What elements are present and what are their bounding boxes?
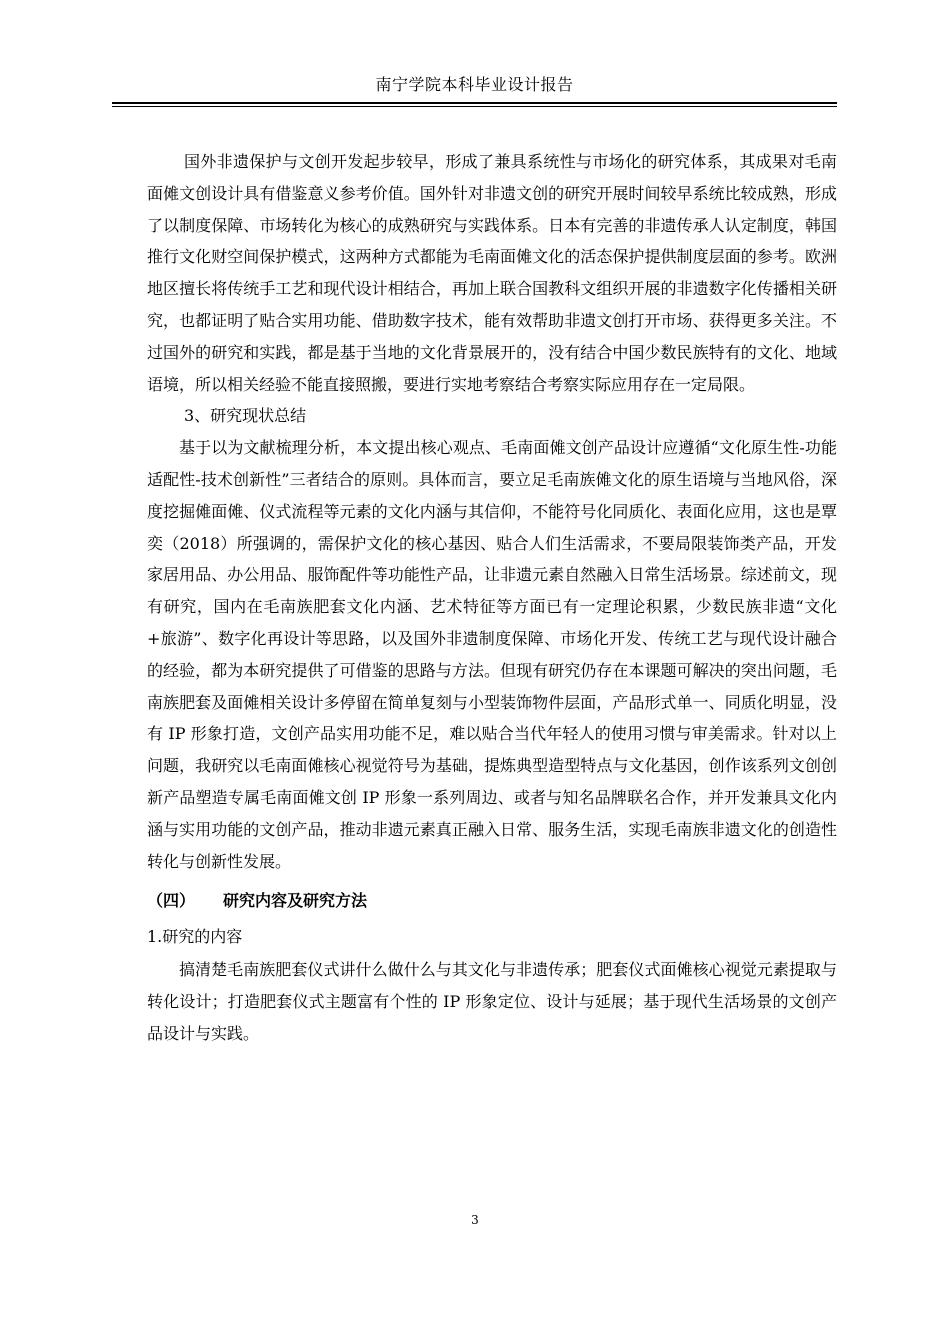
- page-header-title: 南宁学院本科毕业设计报告: [375, 75, 574, 94]
- subheading-research-content: 1.研究的内容: [147, 927, 243, 947]
- page-body: [147, 146, 837, 1050]
- header-rule-thin: [112, 106, 837, 107]
- paragraph-foreign-research: 国外非遗保护与文创开发起步较早，形成了兼具系统性与市场化的研究体系，其成果对毛南面傩文创设计具有借鉴意义参考价值。国外针对非遗文创的研究开展时间较早系统比较成熟，形成了以制度保障、市场转化为核心的成熟研究与实践体系。日本有完善的非遗传承人认定制度，韩国推行文化财空间保护模式，这两种方式都能为毛南面傩文化的活态保护提供制度层面的参考。欧洲地区擅长将传统手工艺和现代设计相结合，再加上联合国教科文组织开展的非遗数字化传播相关研究，也都证明了贴合实用功能、借助数字技术，能有效帮助非遗文创打开市场、获得更多关注。不过国外的研究和实践，都是基于当地的文化背景展开的，没有结合中国少数民族特有的文化、地域语境，所以相关经验不能直接照搬，要进行实地考察结合考察实际应用存在一定局限。: [147, 152, 837, 394]
- section-heading-4: [147, 888, 837, 914]
- header-rule-thick: [112, 102, 837, 104]
- paragraph-research-summary: 基于以为文献梳理分析，本文提出核心观点、毛南面傩文创产品设计应遵循“文化原生性-功能适配性-技术创新性”三者结合的原则。具体而言，要立足毛南族傩文化的原生语境与当地风俗，深度挖掘傩面傩、仪式流程等元素的文化内涵与其信仰，不能符号化同质化、表面化应用，这也是覃奕（2018）所强调的，需保护文化的核心基因、贴合人们生活需求，不要局限装饰类产品，开发家居用品、办公用品、服饰配件等功能性产品，让非遗元素自然融入日常生活场景。综述前文，现有研究，国内在毛南族肥套文化内涵、艺术特征等方面已有一定理论积累，少数民族非遗“文化+旅游”、数字化再设计等思路，以及国外非遗制度保障、市场化开发、传统工艺与现代设计融合的经验，都为本研究提供了可借鉴的思路与方法。但现有研究仍存在本课题可解决的突出问题，毛南族肥套及面傩相关设计多停留在简单复刻与小型装饰物件层面，产品形式单一、同质化明显，没有 IP 形象打造，文创产品实用功能不足，难以贴合当代年轻人的使用习惯与审美需求。针对以上问题，我研究以毛南面傩核心视觉符号为基础，提炼典型造型特点与文化基因，创作该系列文创创新产品塑造专属毛南面傩文创 IP 形象一系列周边、或者与知名品牌联名合作，并开发兼具文化内涵与实用功能的文创产品，推动非遗元素真正融入日常、服务生活，实现毛南族非遗文化的创造性转化与创新性发展。: [147, 438, 837, 871]
- section-title: 研究内容及研究方法: [223, 891, 368, 911]
- section-number: （四）: [147, 891, 196, 911]
- subheading-research-summary: 3、研究现状总结: [184, 406, 307, 426]
- paragraph-research-content: 搞清楚毛南族肥套仪式讲什么做什么与其文化与非遗传承；肥套仪式面傩核心视觉元素提取与转化设计；打造肥套仪式主题富有个性的 IP 形象定位、设计与延展；基于现代生活场景的文创产品设计与实践。: [147, 960, 837, 1043]
- page-number: 3: [471, 1213, 479, 1227]
